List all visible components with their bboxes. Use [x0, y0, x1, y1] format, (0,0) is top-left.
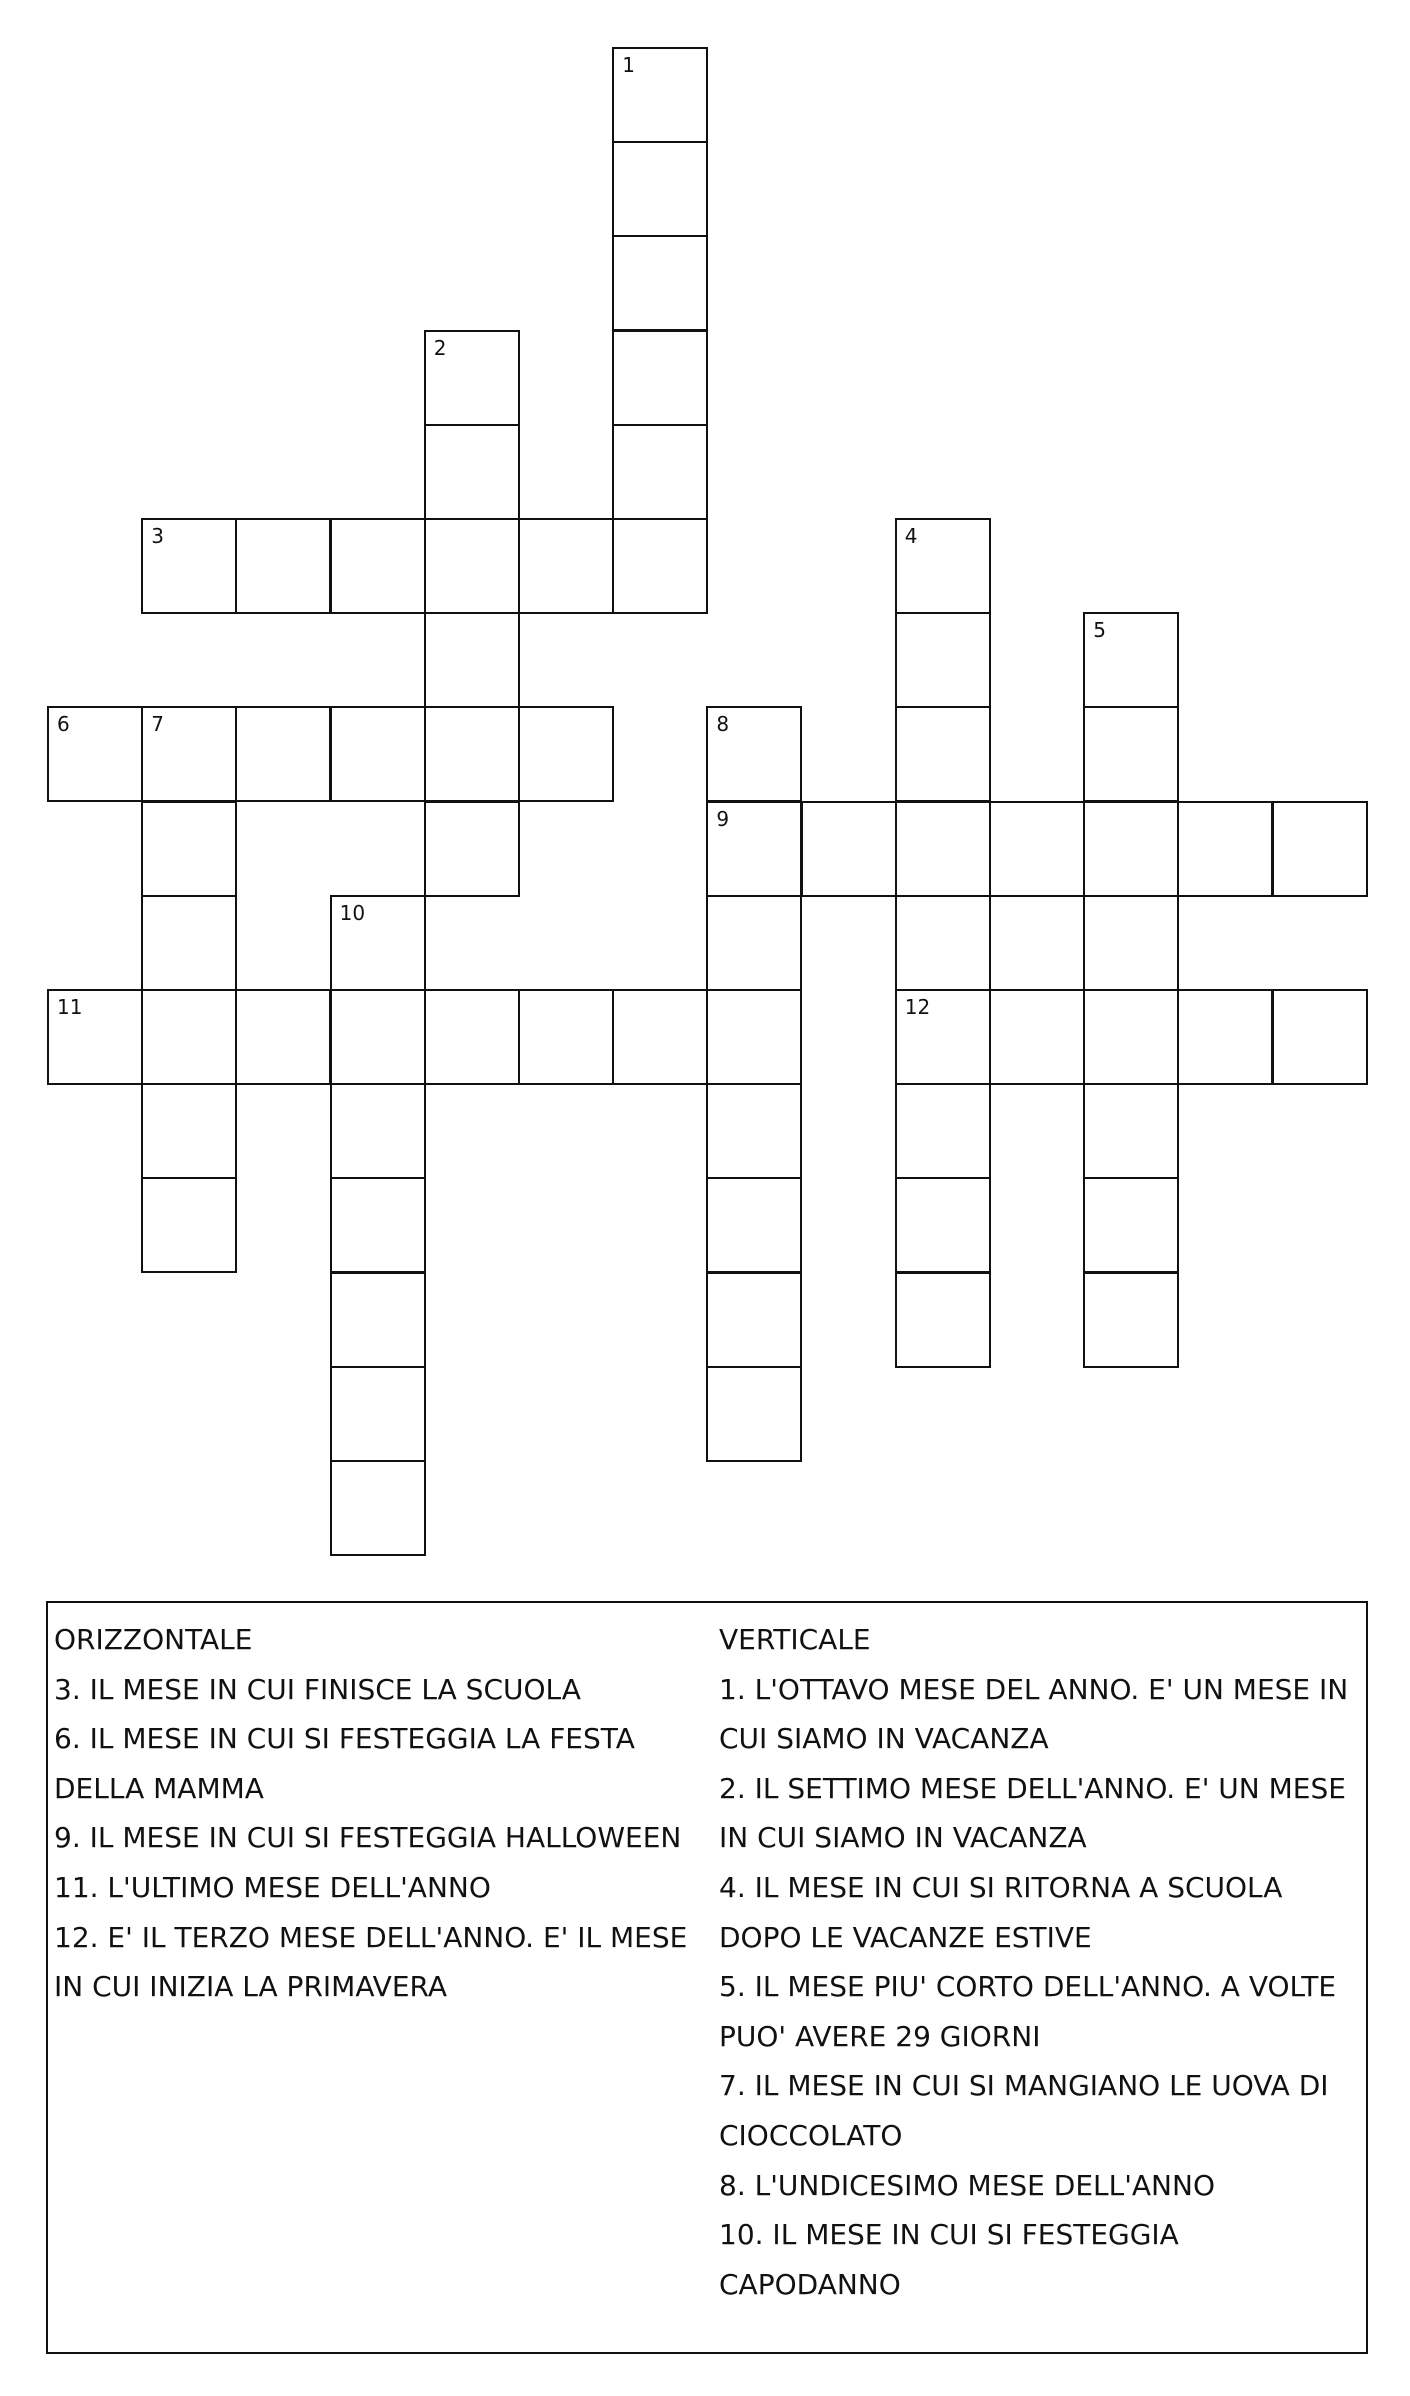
down-clue-line: CUI SIAMO IN VACANZA — [719, 1722, 1049, 1756]
grid-cell[interactable] — [235, 989, 331, 1085]
grid-cell[interactable] — [989, 801, 1085, 897]
grid-cell[interactable] — [141, 1177, 237, 1273]
grid-cell[interactable] — [330, 1177, 426, 1273]
grid-cell[interactable] — [895, 895, 991, 991]
grid-cell[interactable] — [47, 989, 143, 1085]
grid-cell[interactable] — [330, 1366, 426, 1462]
clue-number: 1 — [622, 53, 635, 77]
grid-cell[interactable] — [801, 801, 897, 897]
clue-number: 2 — [433, 335, 447, 360]
clue-number: 10 — [339, 900, 366, 925]
grid-cell[interactable] — [706, 801, 802, 897]
across-clue-heading: ORIZZONTALE — [54, 1623, 253, 1656]
across-clue-line: 6. IL MESE IN CUI SI FESTEGGIA LA FESTA — [54, 1722, 635, 1756]
grid-cell[interactable] — [895, 801, 991, 897]
grid-cell[interactable] — [424, 801, 520, 897]
clues-box — [46, 1601, 1368, 2354]
grid-cell[interactable] — [612, 424, 708, 520]
grid-cell[interactable] — [706, 1177, 802, 1273]
grid-cell[interactable] — [895, 1083, 991, 1179]
grid-cell[interactable] — [141, 989, 237, 1085]
across-clue-line: 3. IL MESE IN CUI FINISCE LA SCUOLA — [54, 1672, 581, 1706]
grid-cell[interactable] — [235, 518, 331, 614]
grid-cell[interactable] — [424, 706, 520, 802]
grid-cell[interactable] — [895, 706, 991, 802]
down-clues — [719, 1615, 1359, 2309]
grid-cell[interactable] — [141, 801, 237, 897]
grid-cell[interactable] — [706, 895, 802, 991]
grid-cell[interactable] — [330, 989, 426, 1085]
down-clue-line: 7. IL MESE IN CUI SI MANGIANO LE UOVA DI — [719, 2069, 1329, 2103]
grid-cell[interactable] — [330, 518, 426, 614]
down-clue-line: 10. IL MESE IN CUI SI FESTEGGIA — [719, 2218, 1179, 2252]
grid-cell[interactable] — [518, 706, 614, 802]
grid-cell[interactable] — [518, 518, 614, 614]
grid-cell[interactable] — [612, 989, 708, 1085]
grid-cell[interactable] — [141, 1083, 237, 1179]
grid-cell[interactable] — [1083, 989, 1179, 1085]
grid-cell[interactable] — [612, 330, 708, 426]
down-clue-line: 4. IL MESE IN CUI SI RITORNA A SCUOLA — [719, 1870, 1283, 1904]
grid-cell[interactable] — [141, 895, 237, 991]
clue-number: 7 — [151, 712, 164, 737]
grid-cell[interactable] — [235, 706, 331, 802]
grid-cell[interactable] — [706, 1272, 802, 1368]
grid-cell[interactable] — [424, 612, 520, 708]
grid-cell[interactable] — [1083, 895, 1179, 991]
grid-cell[interactable] — [989, 989, 1085, 1085]
clue-number: 12 — [904, 995, 931, 1019]
grid-cell[interactable] — [330, 895, 426, 991]
grid-cell[interactable] — [1272, 801, 1368, 897]
grid-cell[interactable] — [1083, 706, 1179, 802]
grid-cell[interactable] — [1083, 801, 1179, 897]
down-clue-line: IN CUI SIAMO IN VACANZA — [719, 1821, 1087, 1855]
grid-cell[interactable] — [706, 706, 802, 802]
grid-cell[interactable] — [330, 1460, 426, 1556]
grid-cell[interactable] — [612, 141, 708, 237]
grid-cell[interactable] — [706, 989, 802, 1085]
grid-cell[interactable] — [895, 612, 991, 708]
clue-number: 6 — [57, 712, 70, 737]
down-clue-heading: VERTICALE — [719, 1623, 871, 1656]
grid-cell[interactable] — [895, 518, 991, 614]
down-clue-line: CAPODANNO — [719, 2267, 901, 2301]
grid-cell[interactable] — [47, 706, 143, 802]
grid-cell[interactable] — [1177, 801, 1273, 897]
down-clue-line: PUO' AVERE 29 GIORNI — [719, 2019, 1041, 2053]
grid-cell[interactable] — [895, 1272, 991, 1368]
down-clue-line: DOPO LE VACANZE ESTIVE — [719, 1920, 1092, 1954]
grid-cell[interactable] — [424, 989, 520, 1085]
grid-cell[interactable] — [706, 1083, 802, 1179]
grid-cell[interactable] — [330, 1272, 426, 1368]
grid-cell[interactable] — [895, 1177, 991, 1273]
across-clue-line: IN CUI INIZIA LA PRIMAVERA — [54, 1970, 447, 2004]
grid-cell[interactable] — [612, 518, 708, 614]
down-clue-line: 5. IL MESE PIU' CORTO DELL'ANNO. A VOLTE — [719, 1970, 1337, 2004]
grid-cell[interactable] — [424, 518, 520, 614]
clue-number: 5 — [1093, 618, 1106, 643]
clue-number: 8 — [716, 712, 730, 737]
across-clues — [54, 1615, 694, 2012]
down-clue-line: 1. L'OTTAVO MESE DEL ANNO. E' UN MESE IN — [719, 1672, 1349, 1706]
grid-cell[interactable] — [424, 330, 520, 426]
across-clue-line: 11. L'ULTIMO MESE DELL'ANNO — [54, 1870, 491, 1904]
down-clue-line: 2. IL SETTIMO MESE DELL'ANNO. E' UN MESE — [719, 1771, 1346, 1805]
across-clue-line: 12. E' IL TERZO MESE DELL'ANNO. E' IL MESE — [54, 1920, 688, 1954]
grid-cell[interactable] — [706, 1366, 802, 1462]
across-clue-line: 9. IL MESE IN CUI SI FESTEGGIA HALLOWEEN — [54, 1821, 682, 1855]
grid-cell[interactable] — [1272, 989, 1368, 1085]
clue-number: 11 — [57, 995, 83, 1019]
grid-cell[interactable] — [1083, 1177, 1179, 1273]
down-clue-line: 8. L'UNDICESIMO MESE DELL'ANNO — [719, 2168, 1215, 2202]
across-clue-line: DELLA MAMMA — [54, 1771, 264, 1805]
grid-cell[interactable] — [330, 706, 426, 802]
grid-cell[interactable] — [1083, 1272, 1179, 1368]
down-clue-line: CIOCCOLATO — [719, 2118, 903, 2152]
clue-number: 3 — [151, 524, 164, 548]
grid-cell[interactable] — [330, 1083, 426, 1179]
grid-cell[interactable] — [518, 989, 614, 1085]
grid-cell[interactable] — [141, 706, 237, 802]
grid-cell[interactable] — [612, 47, 708, 143]
clue-number: 4 — [904, 524, 918, 548]
grid-cell[interactable] — [612, 235, 708, 331]
grid-cell[interactable] — [1083, 612, 1179, 708]
grid-cell[interactable] — [141, 518, 237, 614]
clue-number: 9 — [716, 806, 730, 831]
grid-cell[interactable] — [1177, 989, 1273, 1085]
grid-cell[interactable] — [1083, 1083, 1179, 1179]
grid-cell[interactable] — [895, 989, 991, 1085]
grid-cell[interactable] — [424, 424, 520, 520]
